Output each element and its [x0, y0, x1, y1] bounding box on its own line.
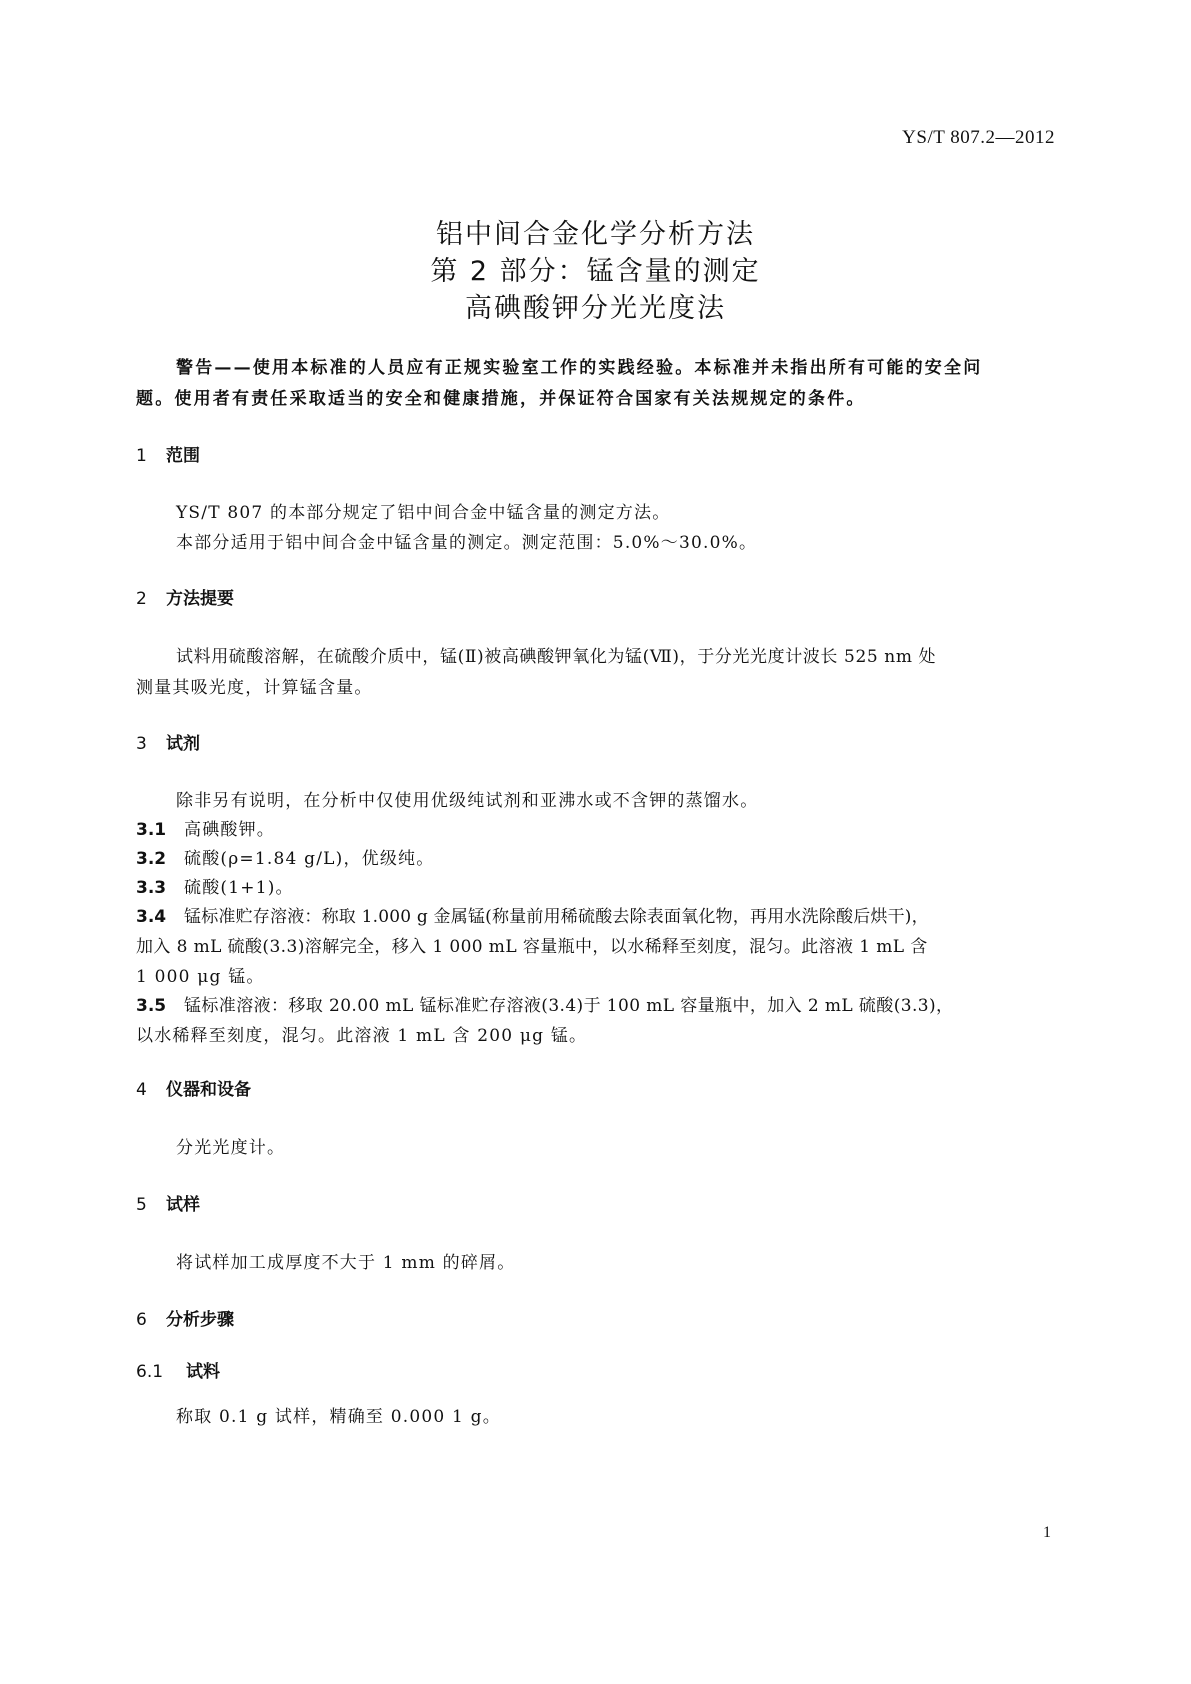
paragraph: 测量其吸光度，计算锰含量。: [136, 678, 373, 698]
item-text: 锰标准溶液：移取 20.00 mL 锰标准贮存溶液(3.4)于 100 mL 容量瓶中，加入 2 mL 硫酸(3.3)，: [184, 996, 954, 1016]
reagent-item: [136, 844, 434, 869]
section-1-heading: [136, 441, 200, 466]
section-5-heading: [136, 1190, 200, 1215]
paragraph-continuation: 以水稀释至刻度，混匀。此溶液 1 mL 含 200 μg 锰。: [136, 1026, 588, 1046]
paragraph: 将试样加工成厚度不大于 1 mm 的碎屑。: [176, 1253, 516, 1273]
paragraph: 分光光度计。: [176, 1138, 286, 1158]
section-title: 范围: [166, 446, 200, 466]
section-number: 6: [136, 1310, 147, 1330]
title-line-1: 铝中间合金化学分析方法: [436, 219, 755, 250]
section-number: 5: [136, 1195, 147, 1215]
item-text: 锰标准贮存溶液：称取 1.000 g 金属锰(称量前用稀硫酸去除表面氧化物，再用水洗除酸后烘干)，: [184, 907, 929, 927]
item-text: 硫酸(ρ=1.84 g/L)，优级纯。: [184, 849, 435, 869]
standard-number: YS/T 807.2—2012: [902, 127, 1055, 148]
section-title: 试样: [166, 1195, 200, 1215]
section-number: 3: [136, 734, 147, 754]
item-text: 硫酸(1+1)。: [184, 878, 294, 898]
section-4-heading: [136, 1075, 251, 1100]
section-title: 方法提要: [166, 589, 234, 609]
reagent-item: [136, 873, 294, 898]
paragraph: 本部分适用于铝中间合金中锰含量的测定。测定范围：5.0%～30.0%。: [176, 533, 758, 553]
reagent-item: [136, 902, 929, 927]
paragraph-continuation: 1 000 μg 锰。: [136, 967, 265, 987]
item-number: 3.5: [136, 996, 167, 1016]
title-line-3: 高碘酸钾分光光度法: [465, 293, 726, 324]
section-3-heading: [136, 729, 200, 754]
reagent-item: [136, 991, 953, 1016]
item-text: 高碘酸钾。: [184, 820, 275, 840]
section-title: 分析步骤: [166, 1310, 234, 1330]
item-number: 3.1: [136, 820, 167, 840]
paragraph: YS/T 807 的本部分规定了铝中间合金中锰含量的测定方法。: [176, 503, 671, 523]
paragraph-continuation: 加入 8 mL 硫酸(3.3)溶解完全，移入 1 000 mL 容量瓶中，以水稀释至刻度，混匀。此溶液 1 mL 含: [136, 937, 928, 957]
section-title: 仪器和设备: [166, 1080, 251, 1100]
section-number: 4: [136, 1080, 147, 1100]
paragraph: 称取 0.1 g 试样，精确至 0.000 1 g。: [176, 1407, 501, 1427]
subsection-number: 6.1: [136, 1362, 164, 1382]
item-number: 3.2: [136, 849, 167, 869]
section-number: 2: [136, 589, 147, 609]
item-number: 3.3: [136, 878, 167, 898]
section-6-heading: [136, 1305, 234, 1330]
paragraph: 试料用硫酸溶解，在硫酸介质中，锰(Ⅱ)被高碘酸钾氧化为锰(Ⅶ)，于分光光度计波长 525 nm 处: [176, 647, 937, 667]
item-number: 3.4: [136, 907, 167, 927]
warning-line-1: 警告——使用本标准的人员应有正规实验室工作的实践经验。本标准并未指出所有可能的安全问: [176, 358, 983, 378]
reagent-item: [136, 815, 275, 840]
section-title: 试剂: [166, 734, 200, 754]
section-number: 1: [136, 446, 147, 466]
subsection-6-1-heading: [136, 1357, 220, 1382]
page-number: 1: [1043, 1524, 1051, 1541]
title-line-2: 第 2 部分：锰含量的测定: [430, 256, 761, 287]
paragraph: 除非另有说明，在分析中仅使用优级纯试剂和亚沸水或不含钾的蒸馏水。: [176, 791, 759, 811]
section-2-heading: [136, 584, 234, 609]
subsection-title: 试料: [186, 1362, 220, 1382]
warning-line-2: 题。使用者有责任采取适当的安全和健康措施，并保证符合国家有关法规规定的条件。: [136, 389, 866, 409]
